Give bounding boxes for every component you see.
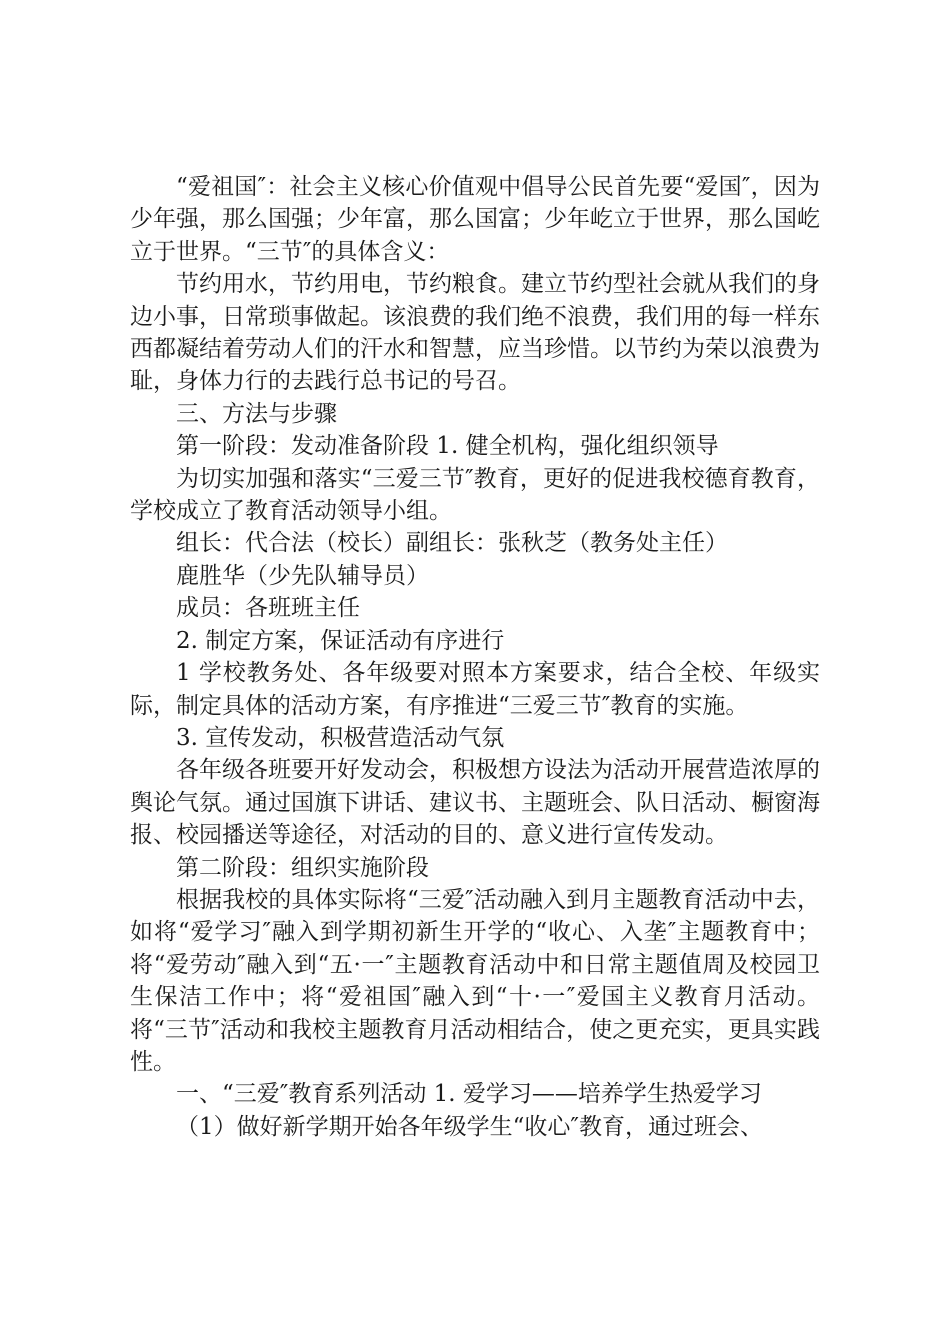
paragraph-group-leaders: 组长：代合法（校长）副组长：张秋芝（教务处主任） (176, 530, 728, 557)
paragraph-implementation: 根据我校的具体实际将“三爱″活动融入到月主题教育活动中去，如将“爱学习″融入到学期初新生开学的“收心、入垄″主题教育中；将“爱劳动″融入到“五·一″主题教育活动中和日常主题值周及校园卫生保洁工作中；将“爱祖国″融入到“十·一″爱国主义教育月活动。将“三节″活动和我校主题教育月活动相结合，使之更充实，更具实践性。 (130, 886, 820, 1075)
paragraph-publicity-detail: 各年级各班要开好发动会，积极想方设法为活动开展营造浓厚的舆论气氛。通过国旗下讲话、建议书、主题班会、队日活动、橱窗海报、校园播送等途径，对活动的目的、意义进行宣传发动。 (130, 757, 820, 849)
paragraph-members: 成员：各班班主任 (176, 595, 360, 622)
subheading-publicity: 3. 宣传发动，积极营造活动气氛 (176, 724, 505, 751)
subheading-plan: 2. 制定方案，保证活动有序进行 (176, 627, 505, 654)
stage-one-heading: 第一阶段：发动准备阶段 1. 健全机构，强化组织领导 (176, 433, 719, 460)
document-body (130, 171, 820, 1143)
subheading-three-loves-activities: 一、“三爱″教育系列活动 1. 爱学习——培养学生热爱学习 (176, 1081, 762, 1108)
paragraph-three-savings: 节约用水，节约用电，节约粮食。建立节约型社会就从我们的身边小事，日常琐事做起。该浪费的我们绝不浪费，我们用的每一样东西都凝结着劳动人们的汗水和智慧，应当珍惜。以节约为荣以浪费为耻，身体力行的去践行总书记的号召。 (130, 271, 820, 395)
paragraph-leadership-group: 为切实加强和落实“三爱三节″教育，更好的促进我校德育教育，学校成立了教育活动领导小组。 (130, 465, 820, 525)
stage-two-heading: 第二阶段：组织实施阶段 (176, 854, 429, 881)
paragraph-plan-detail: 1 学校教务处、各年级要对照本方案要求，结合全校、年级实际，制定具体的活动方案，有序推进“三爱三节″教育的实施。 (130, 660, 820, 719)
section-heading-methods: 三、方法与步骤 (176, 400, 337, 427)
paragraph-new-term-education: （1）做好新学期开始各年级学生“收心″教育，通过班会、 (176, 1113, 763, 1140)
paragraph-love-country: “爱祖国″：社会主义核心价值观中倡导公民首先要“爱国″，因为少年强，那么国强；少年富，那么国富；少年屹立于世界，那么国屹立于世界。“三节″的具体含义： (130, 174, 820, 265)
paragraph-counselor: 鹿胜华（少先队辅导员） (176, 562, 429, 589)
